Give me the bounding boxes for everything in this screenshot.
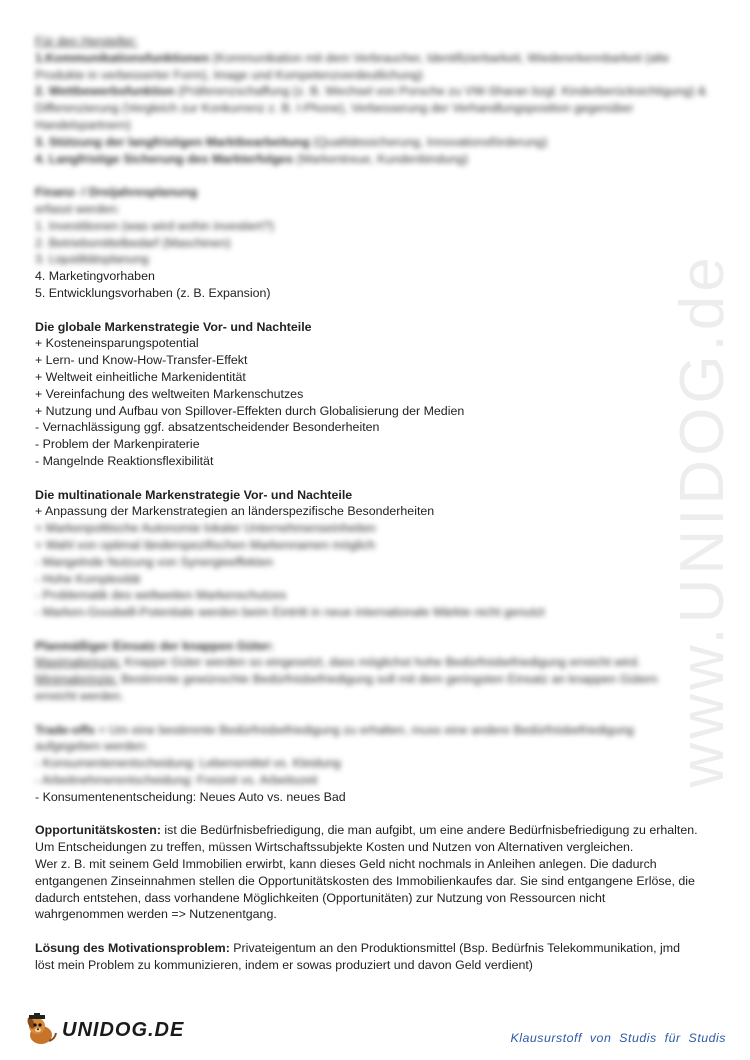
- finance-intro: erfasst werden:: [35, 201, 120, 216]
- list-item: - Marken-Goodwill-Potentiale werden beim Eintritt in neue internationale Märkte nicht genutzt: [35, 605, 545, 620]
- list-item: + Vereinfachung des weltweiten Markenschutzes: [35, 386, 304, 401]
- list-item: + Weltweit einheitliche Markenidentität: [35, 369, 246, 384]
- finance-item: 1. Investitionen (was wird wohin investiert?): [35, 218, 274, 233]
- opportunity-costs-line: Um Entscheidungen zu treffen, müssen Wirtschaftssubjekte Kosten und Nutzen von Alternativen vergleichen.: [35, 840, 634, 855]
- header-item-2-cont2: Handelspartnern): [35, 117, 131, 132]
- opportunity-costs-line: dadurch entstehen, dass vorhandene Möglichkeiten (Opportunitäten) zur Nutzung von Ressourcen nicht: [35, 890, 606, 905]
- header-title: Für den Hersteller:: [35, 34, 138, 48]
- opportunity-costs-line: entgangenen Zinseinnahmen stellen die Opportunitätskosten des Immobilienkaufes dar. Sie sind entgangene Erlöse, die: [35, 873, 695, 888]
- global-strategy-section: [35, 319, 725, 470]
- list-item: - Arbeitnehmerentscheidung: Freizeit vs. Arbeitszeit: [35, 773, 318, 788]
- opportunity-costs-line: wahrgenommen werden => Nutzenentgang.: [35, 907, 277, 922]
- finance-item: 5. Entwicklungsvorhaben (z. B. Expansion): [35, 285, 271, 300]
- header-item-2-cont: Differenzierung (Vergleich zur Konkurrenz z. B. I-Phone), Verbesserung der Verhandlungsposition gegenüber: [35, 101, 634, 116]
- list-item: + Markenpolitische Autonomie lokaler Unternehmenseinheiten: [35, 521, 376, 536]
- max-principle: Maximalprinzip: Knappe Güter werden so eingesetzt, dass möglichst hohe Bedürfnisbefriedigung erreicht wird.: [35, 655, 641, 670]
- scarce-goods-section: [35, 638, 725, 705]
- list-item: + Wahl von optimal länderspezifischen Markennamen möglich: [35, 537, 376, 552]
- finance-item: 3. Liquiditätsplanung: [35, 252, 149, 267]
- header-item-2: 2. Wettbewerbsfunktion (Präferenzschaffung (z. B. Wechsel von Porsche zu VW-Sharan bzgl. Kinderberücksichtigung) &: [35, 84, 707, 99]
- trade-offs-definition-cont: aufgegeben werden:: [35, 739, 148, 754]
- document-page: [35, 33, 737, 974]
- header-item-3: 3. Stützung der langfristigen Marktbearbeitung (Qualitätssicherung, Innovationsförderung): [35, 134, 548, 149]
- motivation-line-2: löst mein Problem zu kommunizieren, indem er sowas produziert und davon Geld verdient): [35, 957, 533, 972]
- list-item: + Kosteneinsparungspotential: [35, 336, 199, 351]
- dog-mascot-icon: [24, 1013, 58, 1047]
- motivation-line-1: Lösung des Motivationsproblem: Privateigentum an den Produktionsmittel (Bsp. Bedürfnis Telekommunikation, jmd: [35, 941, 681, 956]
- global-strategy-heading: Die globale Markenstrategie Vor- und Nachteile: [35, 319, 312, 334]
- finance-section: [35, 184, 725, 302]
- min-principle: Minimalprinzip: Bestimmte gewünschte Bedürfnisbefriedigung soll mit dem geringsten Einsatz an knappen Gütern: [35, 672, 658, 687]
- list-item: - Mangelnde Reaktionsflexibilität: [35, 453, 214, 468]
- list-item: + Lern- und Know-How-Transfer-Effekt: [35, 353, 248, 368]
- logo-text: UNIDOG.DE: [62, 1018, 185, 1041]
- opportunity-costs-line: Wer z. B. mit seinem Geld Immobilien erwirbt, kann dieses Geld nicht nochmals in Anleihen anlegen. Die dadurch: [35, 857, 657, 872]
- min-principle-cont: erreicht werden.: [35, 689, 124, 704]
- list-item: - Konsumentenentscheidung: Lebensmittel vs. Kleidung: [35, 756, 341, 771]
- list-item: - Problematik des weltweiten Markenschutzes: [35, 588, 287, 603]
- multinational-strategy-heading: Die multinationale Markenstrategie Vor- und Nachteile: [35, 487, 353, 502]
- list-item: + Nutzung und Aufbau von Spillover-Effekten durch Globalisierung der Medien: [35, 403, 465, 418]
- finance-item: 2. Betriebsmittelbedarf (Maschinen): [35, 235, 231, 250]
- opportunity-costs-line-1: Opportunitätskosten: ist die Bedürfnisbefriedigung, die man aufgibt, um eine andere Bedürfnisbefriedigung zu erhalten.: [35, 823, 698, 838]
- list-item: + Anpassung der Markenstrategien an länderspezifische Besonderheiten: [35, 504, 435, 519]
- list-item: - Problem der Markenpiraterie: [35, 437, 200, 452]
- header-item-1-cont: Produkte in verbesserter Form), Image und Kompetenzverdeutlichung): [35, 67, 423, 82]
- trade-offs-section: [35, 722, 725, 806]
- footer-slogan: Klausurstoff von Studis für Studis: [510, 1031, 726, 1045]
- header-item-1: 1.Kommunikationsfunktionen (Kommunikation mit dem Verbraucher, Identifizierbarkeit, Wiedererkennbarkeit (alte: [35, 50, 670, 65]
- opportunity-costs-section: [35, 822, 725, 923]
- header-block: [35, 33, 725, 167]
- multinational-strategy-section: [35, 487, 725, 621]
- list-item: - Konsumentenentscheidung: Neues Auto vs. neues Bad: [35, 789, 346, 804]
- trade-offs-definition: Trade-offs = Um eine bestimmte Bedürfnisbefriedigung zu erhalten, muss eine andere Bedürfnisbefriedigung: [35, 722, 634, 737]
- footer-logo[interactable]: [24, 1012, 184, 1048]
- list-item: - Vernachlässigung ggf. absatzentscheidender Besonderheiten: [35, 420, 380, 435]
- list-item: - Hohe Komplexität: [35, 571, 141, 586]
- scarce-goods-heading: Planmäßiger Einsatz der knappen Güter:: [35, 638, 274, 653]
- finance-heading: Finanz- / Dreijahresplanung: [35, 185, 198, 200]
- finance-item: 4. Marketingvorhaben: [35, 269, 155, 284]
- list-item: - Mangelnde Nutzung von Synergieeffekten: [35, 554, 274, 569]
- header-item-4: 4. Langfristige Sicherung des Markterfolges (Markentreue, Kundenbindung): [35, 151, 469, 166]
- watermark-text: www.UNIDOG.de: [667, 252, 737, 788]
- motivation-section: [35, 940, 725, 974]
